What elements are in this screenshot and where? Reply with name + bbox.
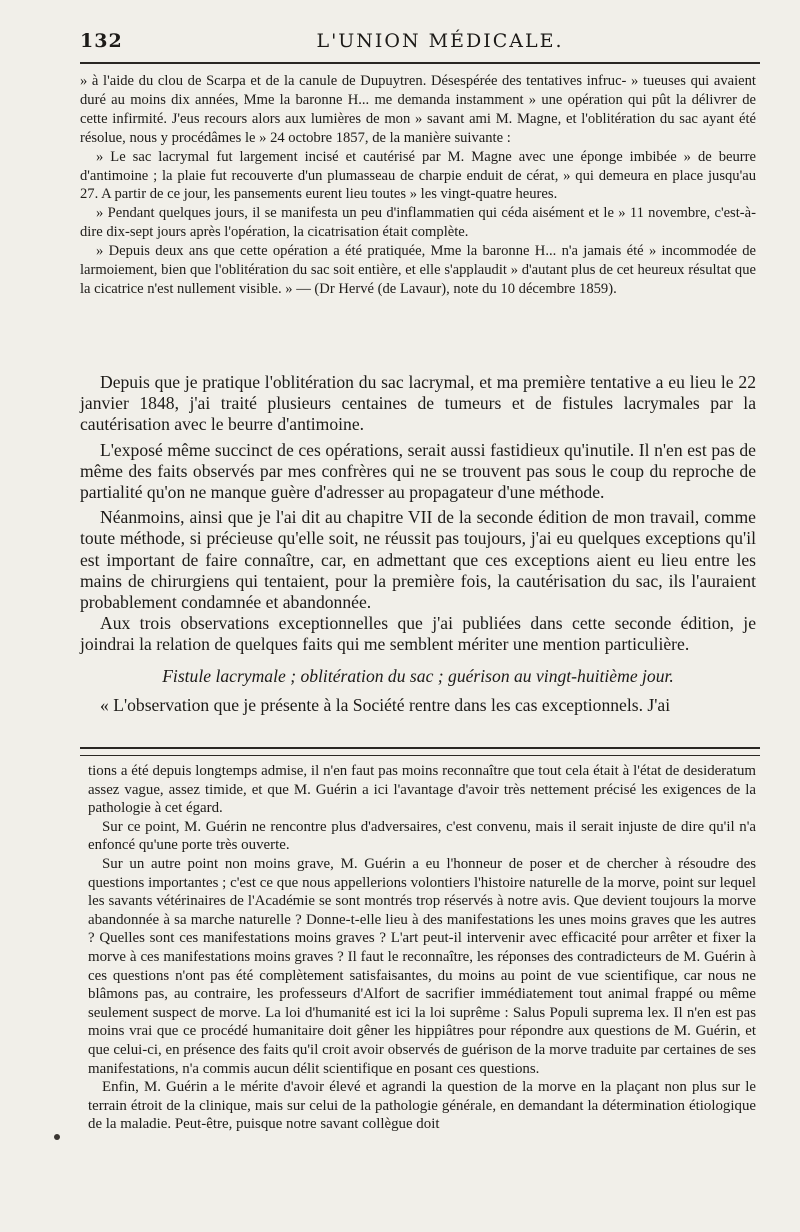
main-paragraph: L'exposé même succinct de ces opérations, serait aussi fastidieux qu'inutile. Il n'en est pas de même des faits observés par mes confrères qui ne se trouvent pas sous le coup du reproche de partialité qu'on ne manque guère d'adresser au propagateur d'une méthode. bbox=[80, 439, 756, 503]
main-paragraph: Aux trois observations exceptionnelles que j'ai publiées dans cette seconde édition, je joindrai la relation de quelques faits qui me semblent mériter une mention particulière. bbox=[80, 613, 756, 655]
feuilleton-text bbox=[88, 762, 756, 1134]
main-text bbox=[80, 372, 756, 716]
page-number: 132 bbox=[80, 30, 123, 52]
quote-paragraph: » Depuis deux ans que cette opération a été pratiquée, Mme la baronne H... n'a jamais été » incommodée de larmoiement, bien que l'oblitération du sac soit entière, et elle s'applaudit » d'autant plus de cet heureux résultat que la cicatrice n'est nullement visible. » — (Dr Hervé (de Lavaur), note du 10 décembre 1859). bbox=[80, 243, 756, 297]
case-title: Fistule lacrymale ; oblitération du sac ; guérison au vingt-huitième jour. bbox=[162, 665, 674, 686]
margin-dot-mark bbox=[54, 1134, 60, 1140]
quote-paragraph: » Pendant quelques jours, il se manifesta un peu d'inflammatien qui céda aisément et le » 11 novembre, c'est-à-dire dix-sept jours après l'opération, la cicatrisation était complète. bbox=[80, 205, 756, 241]
feuilleton-paragraph: tions a été depuis longtemps admise, il n'en faut pas moins reconnaître que tout cela était à l'état de desideratum assez vague, assez timide, et que M. Guérin a ici l'avantage d'avoir très nettement précisé les exigences de la pathologie à cet égard. bbox=[88, 763, 756, 817]
quote-paragraph: » Le sac lacrymal fut largement incisé et cautérisé par M. Magne avec une éponge imbibée » de beurre d'antimoine ; la plaie fut recouverte d'un plumasseau de charpie enduit de cérat, » qui demeura en place jusqu'au 27. A partir de ce jour, les pansements eurent lieu toutes » les vingt-quatre heures. bbox=[80, 148, 756, 203]
main-paragraph: « L'observation que je présente à la Société rentre dans les cas exceptionnels. J'ai bbox=[100, 694, 671, 715]
page-header bbox=[80, 30, 760, 60]
feuilleton-divider bbox=[80, 747, 760, 756]
main-paragraph: Néanmoins, ainsi que je l'ai dit au chapitre VII de la seconde édition de mon travail, comme toute méthode, si précieuse qu'elle soit, ne réussit pas toujours, j'ai eu quelques exceptions qu'il est important de faire connaître, car, en admettant que ces exceptions aient eu lieu entre les mains de chirurgiens qui tentaient, pour la première fois, la cautérisation du sac, ils l'auraient probablement condamnée et abandonnée. bbox=[80, 507, 756, 613]
quote-paragraph: » à l'aide du clou de Scarpa et de la canule de Dupuytren. Désespérée des tentatives infruc- » tueuses qui avaient duré au moins dix années, Mme la baronne H... me demanda instamment » une opération qui pût la délivrer de cette infirmité. J'eus recours alors aux lumières de mon » savant ami M. Magne, et l'oblitération du sac ayant été résolue, nous y procédâmes le » 24 octobre 1857, de la manière suivante : bbox=[80, 73, 756, 146]
running-title: L'UNION MÉDICALE. bbox=[316, 30, 564, 52]
feuilleton-paragraph: Sur ce point, M. Guérin ne rencontre plus d'adversaires, c'est convenu, mais il serait injuste de dire qu'il n'a enfoncé qu'une porte très ouverte. bbox=[88, 818, 756, 854]
feuilleton-paragraph: Sur un autre point non moins grave, M. Guérin a eu l'honneur de poser et de chercher à résoudre des questions importantes ; c'est ce que nous appellerions volontiers l'histoire naturelle de la morve, point sur lequel les savants vétérinaires de l'Académie se sont montrés trop réservés à notre avis. Que devient toujours la morve abandonnée à sa marche naturelle ? Donne-t-elle lieu à des manifestations les unes moins graves que les autres ? Quelles sont ces manifestations moins graves ? L'art peut-il intervenir avec efficacité pour arrêter et fixer la morve à ces manifestations moins graves ? Il faut le reconnaître, les réponses des contradicteurs de M. Guérin à ces questions n'ont pas été complètement satisfaisantes, du moins au point de vue scientifique, car nous ne blâmons pas, au contraire, les professeurs d'Alfort de sacrifier immédiatement tout animal frappé ou même seulement suspect de morve. La loi d'humanité est ici la loi suprême : Salus Populi suprema lex. Il n'en est pas moins vrai que ce procédé humanitaire doit gêner les hippiâtres pour répondre aux questions de M. Guérin, et que celui-ci, en présence des faits qu'il croit avoir observés de guérison de la morve traduite par certaines de ses manifestations, n'a commis aucun délit scientifique en posant ces questions. bbox=[88, 855, 756, 1077]
main-paragraph: Depuis que je pratique l'oblitération du sac lacrymal, et ma première tentative a eu lieu le 22 janvier 1848, j'ai traité plusieurs centaines de tumeurs et de fistules lacrymales par la cautérisation avec le beurre d'antimoine. bbox=[80, 372, 756, 435]
feuilleton-paragraph: Enfin, M. Guérin a le mérite d'avoir élevé et agrandi la question de la morve en la plaçant non plus sur le terrain étroit de la clinique, mais sur celui de la pathologie générale, en demandant la détermination étiologique de la maladie. Peut-être, puisque notre savant collègue doit bbox=[88, 1079, 756, 1133]
quoted-observation bbox=[80, 72, 756, 299]
header-rule bbox=[80, 62, 760, 64]
